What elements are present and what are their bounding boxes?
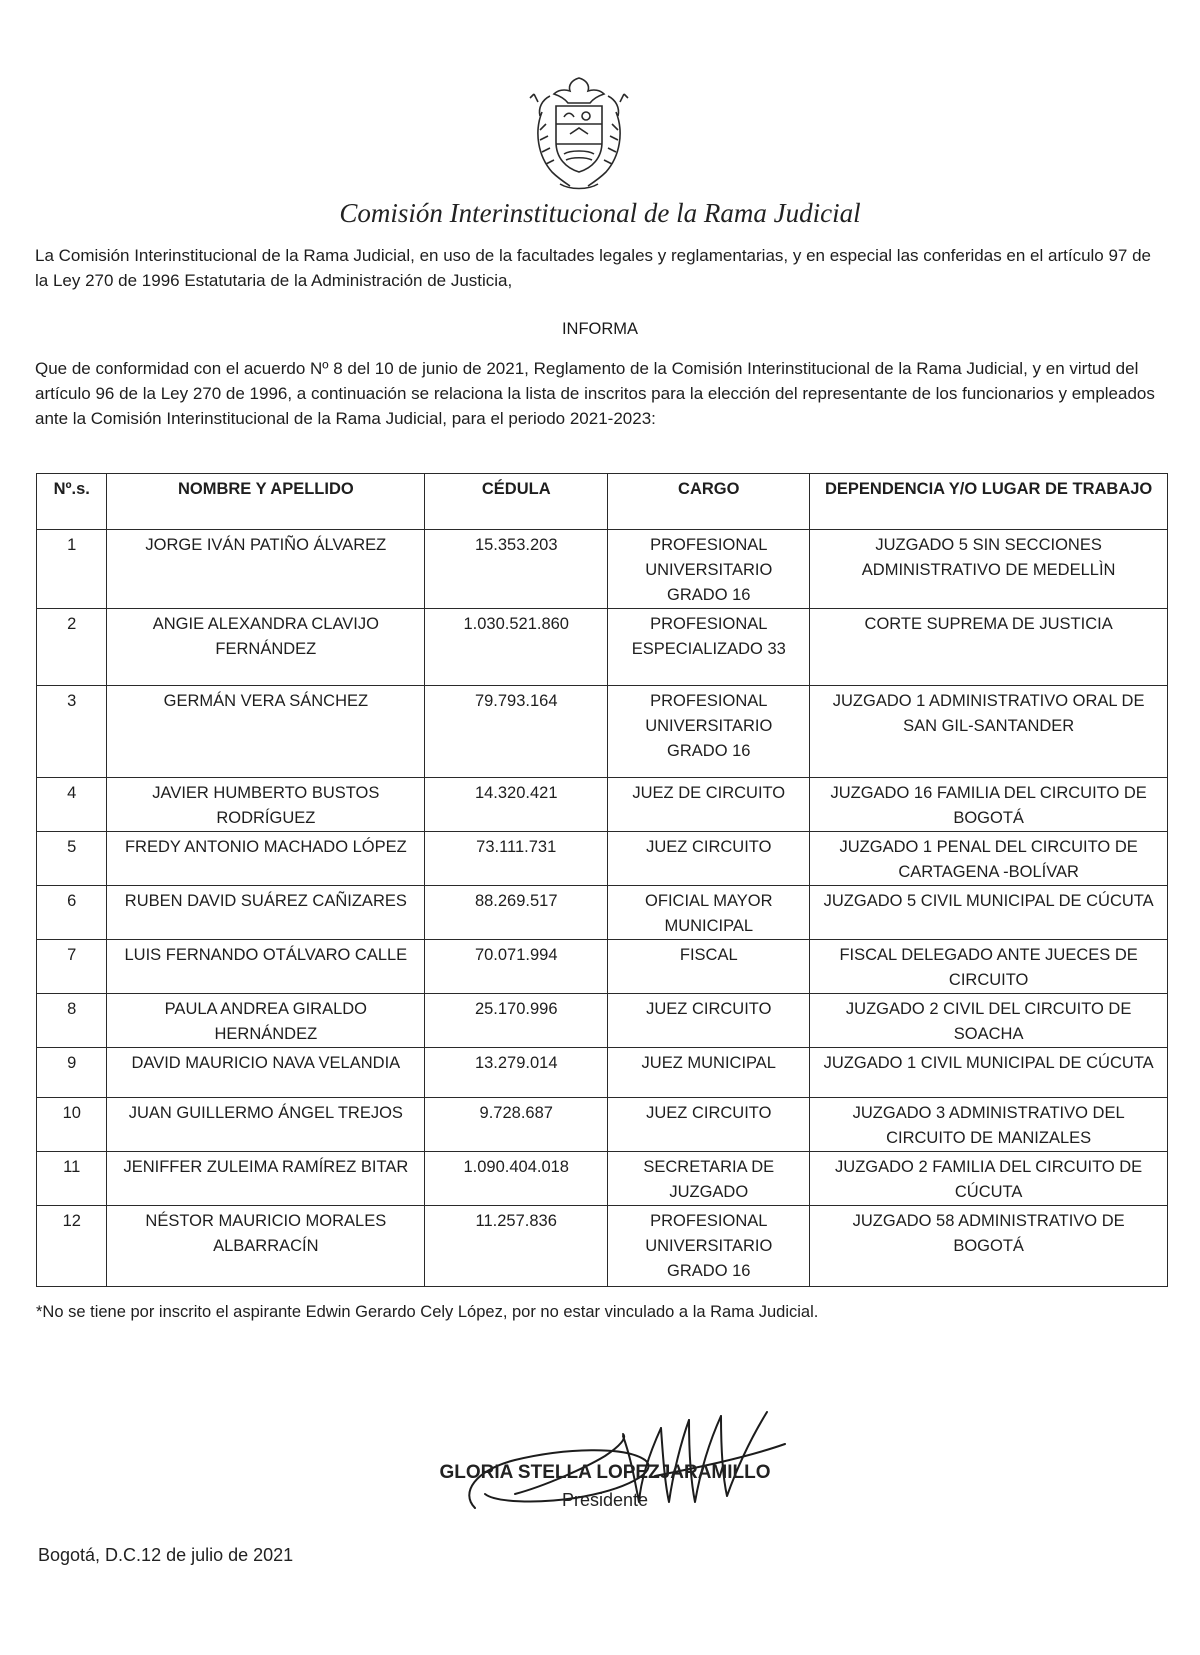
column-header-office: DEPENDENCIA Y/O LUGAR DE TRABAJO [810,474,1168,530]
cell-role: JUEZ CIRCUITO [608,1098,810,1152]
cell-id: 1.030.521.860 [425,609,608,686]
cell-office: JUZGADO 5 CIVIL MUNICIPAL DE CÚCUTA [810,886,1168,940]
cell-office: JUZGADO 58 ADMINISTRATIVO DE BOGOTÁ [810,1206,1168,1287]
cell-name: PAULA ANDREA GIRALDO HERNÁNDEZ [107,994,425,1048]
cell-number: 9 [37,1048,107,1098]
table-row [37,609,1168,686]
cell-role: SECRETARIA DE JUZGADO [608,1152,810,1206]
cell-office: JUZGADO 2 CIVIL DEL CIRCUITO DE SOACHA [810,994,1168,1048]
cell-id: 88.269.517 [425,886,608,940]
cell-name: FREDY ANTONIO MACHADO LÓPEZ [107,832,425,886]
cell-number: 8 [37,994,107,1048]
cell-id: 70.071.994 [425,940,608,994]
table-row [37,994,1168,1048]
cell-office: JUZGADO 16 FAMILIA DEL CIRCUITO DE BOGOTÁ [810,778,1168,832]
cell-office: JUZGADO 5 SIN SECCIONES ADMINISTRATIVO DE MEDELLÌN [810,530,1168,609]
cell-number: 6 [37,886,107,940]
cell-name: JUAN GUILLERMO ÁNGEL TREJOS [107,1098,425,1152]
intro-paragraph: La Comisión Interinstitucional de la Rama Judicial, en uso de la facultades legales y reglamentarias, y en especial las conferidas en el artículo 97 de la Ley 270 de 1996 Estatutaria de la Administración de Justicia, [35,246,1152,290]
cell-office: JUZGADO 1 ADMINISTRATIVO ORAL DE SAN GIL-SANTANDER [810,686,1168,778]
cell-office: JUZGADO 1 PENAL DEL CIRCUITO DE CARTAGENA -BOLÍVAR [810,832,1168,886]
cell-name: LUIS FERNANDO OTÁLVARO CALLE [107,940,425,994]
cell-name: GERMÁN VERA SÁNCHEZ [107,686,425,778]
table-row [37,1098,1168,1152]
organization-title: Comisión Interinstitucional de la Rama Judicial [339,198,861,228]
candidates-table [36,473,1168,1287]
cell-role: JUEZ CIRCUITO [608,994,810,1048]
cell-id: 1.090.404.018 [425,1152,608,1206]
cell-name: JAVIER HUMBERTO BUSTOS RODRÍGUEZ [107,778,425,832]
cell-role: PROFESIONAL UNIVERSITARIO GRADO 16 [608,1206,810,1287]
cell-number: 5 [37,832,107,886]
cell-office: JUZGADO 3 ADMINISTRATIVO DEL CIRCUITO DE MANIZALES [810,1098,1168,1152]
table-row [37,940,1168,994]
table-row [37,1048,1168,1098]
column-header-id: CÉDULA [425,474,608,530]
cell-number: 3 [37,686,107,778]
table-row [37,530,1168,609]
table-row [37,686,1168,778]
cell-role: JUEZ CIRCUITO [608,832,810,886]
coat-of-arms-icon [520,72,638,200]
signer-name: GLORIA STELLA LOPEZJARAMILLO [439,1462,771,1483]
section-heading: INFORMA [561,320,639,338]
cell-name: JENIFFER ZULEIMA RAMÍREZ BITAR [107,1152,425,1206]
cell-number: 1 [37,530,107,609]
footnote: *No se tiene por inscrito el aspirante Edwin Gerardo Cely López, por no estar vinculado a la Rama Judicial. [36,1303,819,1321]
cell-role: OFICIAL MAYOR MUNICIPAL [608,886,810,940]
cell-id: 11.257.836 [425,1206,608,1287]
cell-office: JUZGADO 2 FAMILIA DEL CIRCUITO DE CÚCUTA [810,1152,1168,1206]
cell-name: JORGE IVÁN PATIÑO ÁLVAREZ [107,530,425,609]
table-row [37,778,1168,832]
cell-role: FISCAL [608,940,810,994]
place-and-date: Bogotá, D.C.12 de julio de 2021 [38,1545,294,1565]
column-header-role: CARGO [608,474,810,530]
table-row [37,886,1168,940]
cell-role: JUEZ DE CIRCUITO [608,778,810,832]
cell-id: 14.320.421 [425,778,608,832]
cell-name: DAVID MAURICIO NAVA VELANDIA [107,1048,425,1098]
cell-role: PROFESIONAL UNIVERSITARIO GRADO 16 [608,686,810,778]
cell-number: 12 [37,1206,107,1287]
cell-name: ANGIE ALEXANDRA CLAVIJO FERNÁNDEZ [107,609,425,686]
cell-office: FISCAL DELEGADO ANTE JUECES DE CIRCUITO [810,940,1168,994]
signer-role: Presidente [561,1490,649,1510]
column-header-name: NOMBRE Y APELLIDO [107,474,425,530]
cell-number: 2 [37,609,107,686]
cell-id: 25.170.996 [425,994,608,1048]
table-row [37,1206,1168,1287]
column-header-number: Nº.s. [37,474,107,530]
cell-number: 7 [37,940,107,994]
table-header-row [37,474,1168,530]
cell-office: JUZGADO 1 CIVIL MUNICIPAL DE CÚCUTA [810,1048,1168,1098]
cell-name: NÉSTOR MAURICIO MORALES ALBARRACÍN [107,1206,425,1287]
cell-name: RUBEN DAVID SUÁREZ CAÑIZARES [107,886,425,940]
cell-role: PROFESIONAL ESPECIALIZADO 33 [608,609,810,686]
cell-role: JUEZ MUNICIPAL [608,1048,810,1098]
cell-id: 79.793.164 [425,686,608,778]
cell-number: 10 [37,1098,107,1152]
cell-number: 4 [37,778,107,832]
table-row [37,832,1168,886]
cell-office: CORTE SUPREMA DE JUSTICIA [810,609,1168,686]
cell-id: 73.111.731 [425,832,608,886]
table-row [37,1152,1168,1206]
cell-id: 15.353.203 [425,530,608,609]
cell-role: PROFESIONAL UNIVERSITARIO GRADO 16 [608,530,810,609]
cell-id: 13.279.014 [425,1048,608,1098]
cell-id: 9.728.687 [425,1098,608,1152]
body-paragraph: Que de conformidad con el acuerdo Nº 8 del 10 de junio de 2021, Reglamento de la Comisión Interinstitucional de la Rama Judicial, y en virtud del artículo 96 de la Ley 270 de 1996, a continuación se relaciona la lista de inscritos para la elección del representante de los funcionarios y empleados ante la Comisión Interinstitucional de la Rama Judicial, para el periodo 2021-2023: [35,359,1155,428]
cell-number: 11 [37,1152,107,1206]
